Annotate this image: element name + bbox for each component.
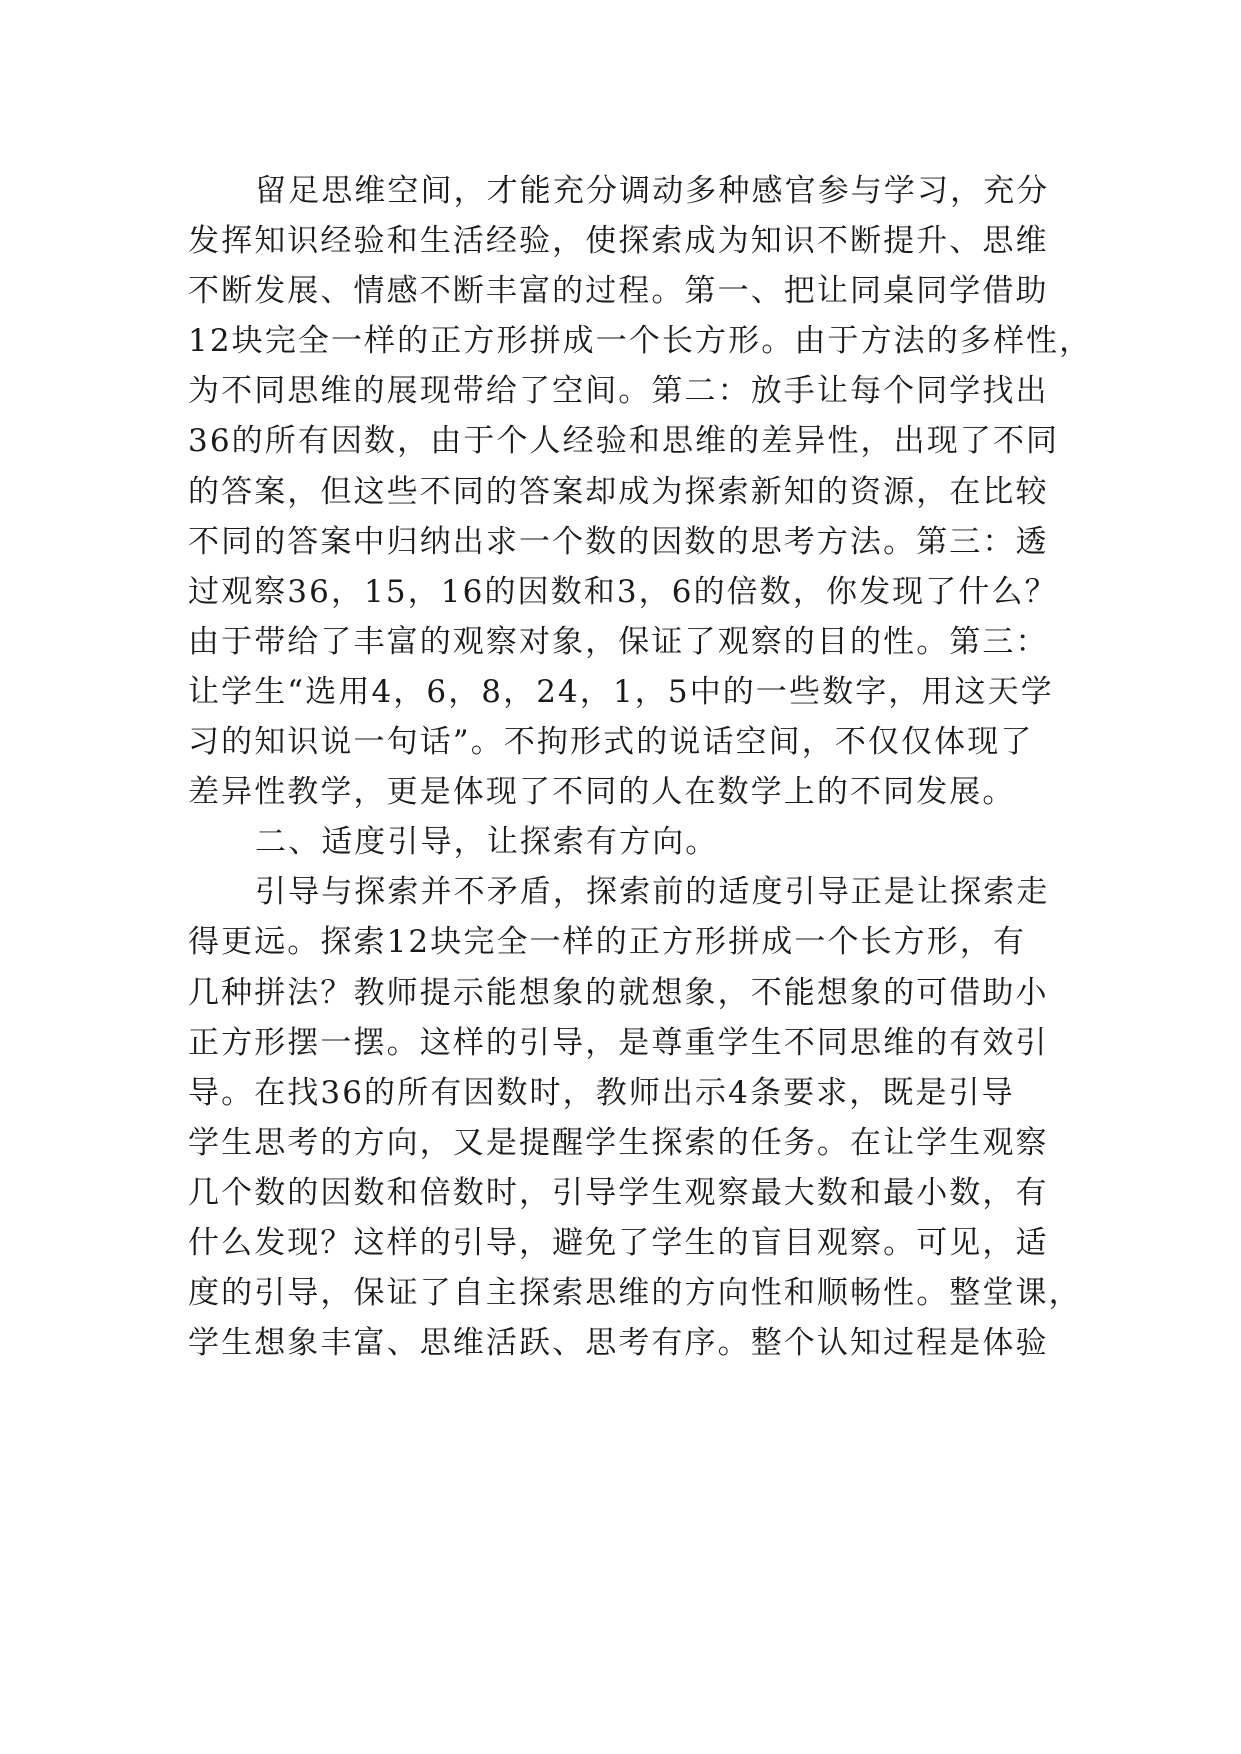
- paragraph-line: 学生思考的方向，又是提醒学生探索的任务。在让学生观察: [188, 1124, 1049, 1161]
- paragraph-line: 学生想象丰富、思维活跃、思考有序。整个认知过程是体验: [188, 1325, 1049, 1362]
- paragraph-line: 引导与探索并不矛盾，探索前的适度引导正是让探索走: [255, 874, 1050, 911]
- paragraph-line: 几个数的因数和倍数时，引导学生观察最大数和最小数，有: [188, 1174, 1049, 1211]
- paragraph-line: 习的知识说一句话”。不拘形式的说话空间，不仅仅体现了: [188, 724, 1034, 761]
- paragraph-line: 由于带给了丰富的观察对象，保证了观察的目的性。第三：: [188, 623, 1049, 660]
- paragraph-line: 正方形摆一摆。这样的引导，是尊重学生不同思维的有效引: [188, 1024, 1049, 1061]
- paragraph-line: 导。在找36的所有因数时，教师出示4条要求，既是引导: [188, 1074, 1015, 1111]
- paragraph-line: 过观察36，15，16的因数和3，6的倍数，你发现了什么？: [188, 573, 1058, 610]
- paragraph-line: 不断发展、情感不断丰富的过程。第一、把让同桌同学借助: [188, 273, 1049, 310]
- section-heading: 二、适度引导，让探索有方向。: [255, 824, 719, 861]
- paragraph-line: 为不同思维的展现带给了空间。第二：放手让每个同学找出: [188, 373, 1049, 410]
- paragraph-line: 得更远。探索12块完全一样的正方形拼成一个长方形，有: [188, 924, 1027, 961]
- paragraph-line: 不同的答案中归纳出求一个数的因数的思考方法。第三：透: [188, 523, 1049, 560]
- paragraph-line: 发挥知识经验和生活经验，使探索成为知识不断提升、思维: [188, 223, 1049, 260]
- paragraph-line: 的答案，但这些不同的答案却成为探索新知的资源，在比较: [188, 473, 1049, 510]
- body-text: [188, 166, 1093, 1368]
- paragraph-line: 让学生“选用4，6，8，24，1，5中的一些数字，用这天学: [188, 673, 1054, 710]
- paragraph-line: 留足思维空间，才能充分调动多种感官参与学习，充分: [255, 173, 1050, 209]
- paragraph-line: 差异性教学，更是体现了不同的人在数学上的不同发展。: [188, 774, 1016, 811]
- paragraph-line: 什么发现？这样的引导，避免了学生的盲目观察。可见，适: [188, 1224, 1049, 1261]
- paragraph-line: 几种拼法？教师提示能想象的就想象，不能想象的可借助小: [188, 974, 1049, 1011]
- paragraph-line: 12块完全一样的正方形拼成一个长方形。由于方法的多样性，: [188, 323, 1093, 360]
- paragraph-line: 36的所有因数，由于个人经验和思维的差异性，出现了不同: [188, 423, 1060, 460]
- paragraph-line: 度的引导，保证了自主探索思维的方向性和顺畅性。整堂课，: [188, 1275, 1082, 1312]
